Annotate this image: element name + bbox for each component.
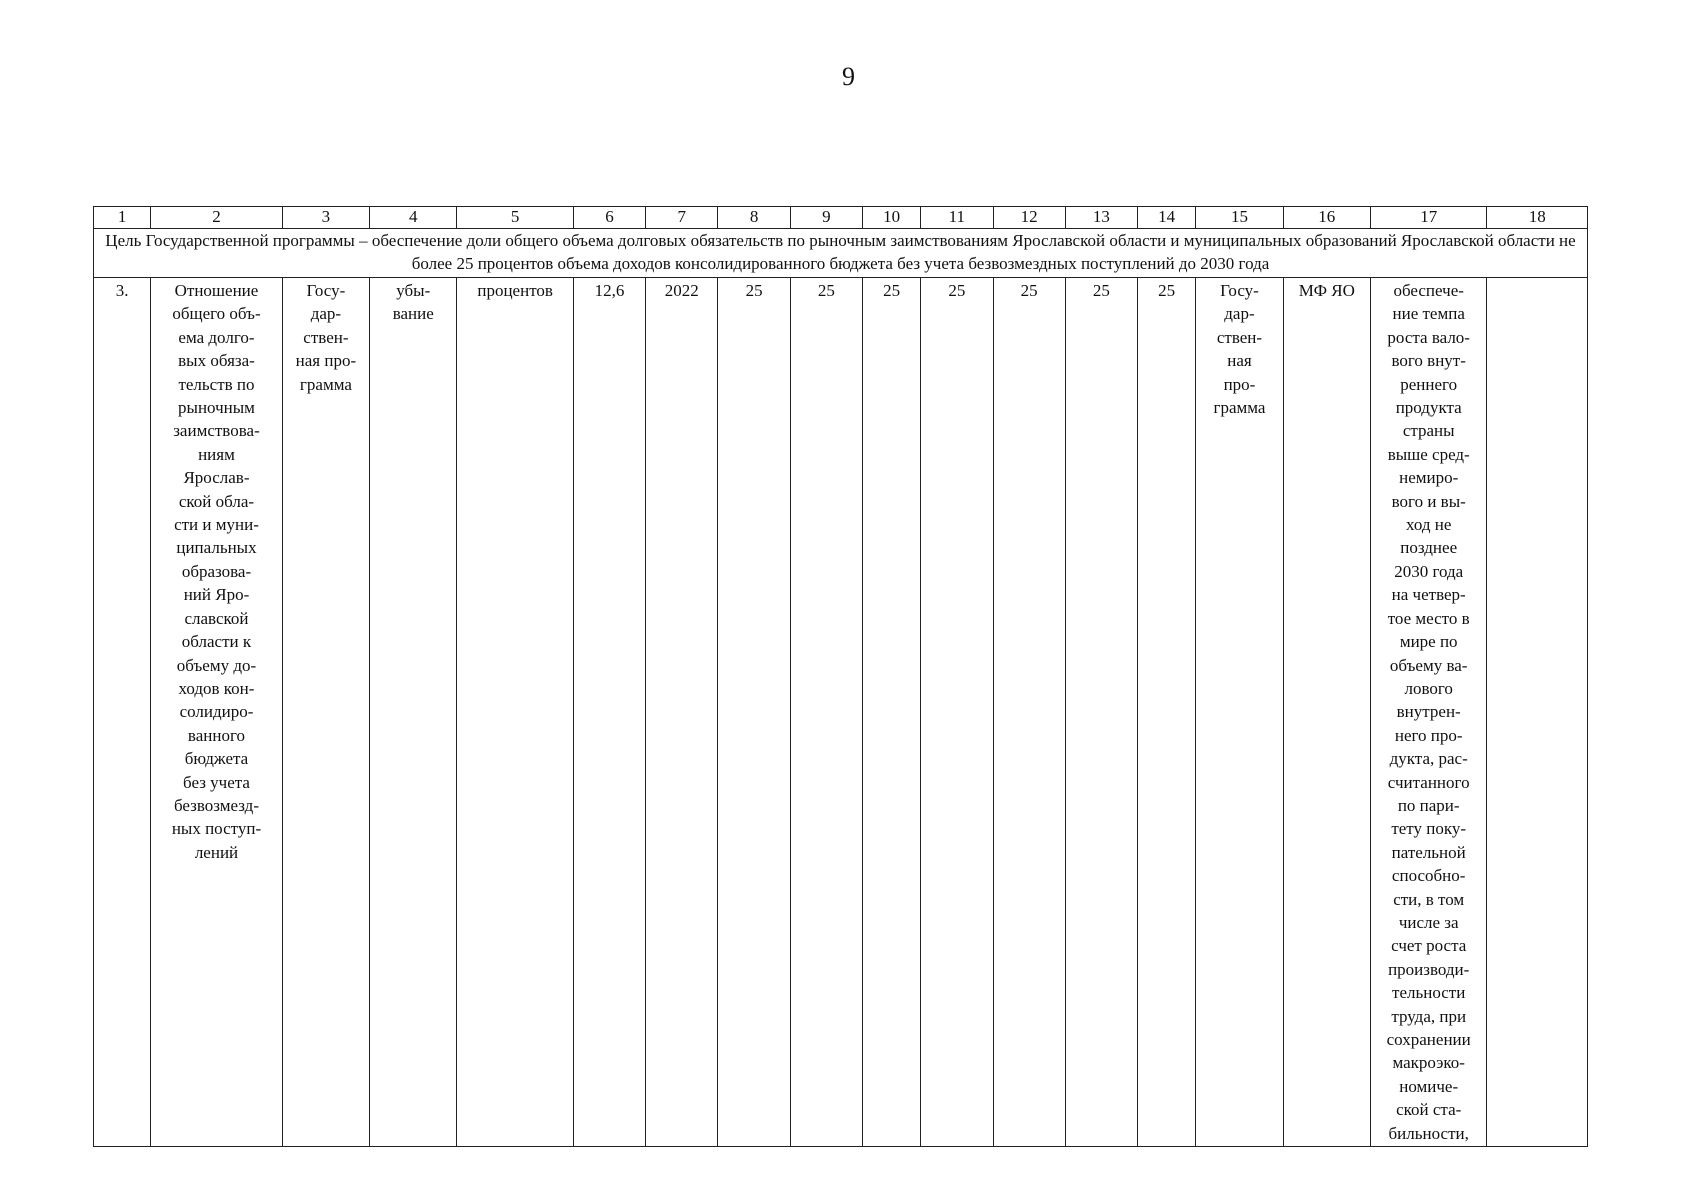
column-number: 7 [646,207,718,229]
target-value: 25 [1138,278,1196,1147]
target-value: 25 [993,278,1065,1147]
column-number: 12 [993,207,1065,229]
column-number: 6 [573,207,645,229]
source-document: Госу- дар- ствен- ная про- грамма [1196,278,1283,1147]
column-number: 18 [1487,207,1588,229]
page-number: 9 [842,62,855,91]
base-value: 12,6 [573,278,645,1147]
responsible-body: МФ ЯО [1283,278,1370,1147]
table-row [94,278,1588,1147]
column-number: 11 [921,207,993,229]
column-number: 9 [790,207,862,229]
indicator-level: Госу- дар- ствен- ная про- грамма [282,278,369,1147]
indicator-trend: убы- вание [370,278,457,1147]
row-number: 3. [94,278,151,1147]
column-number: 3 [282,207,369,229]
column-number-row [94,207,1588,229]
target-value: 25 [863,278,921,1147]
indicators-table [93,206,1588,1147]
column-number: 15 [1196,207,1283,229]
target-value: 25 [921,278,993,1147]
column-number: 4 [370,207,457,229]
column-number: 16 [1283,207,1370,229]
goal-row [94,229,1588,278]
column-number: 14 [1138,207,1196,229]
column-number: 10 [863,207,921,229]
unit-of-measure: процентов [457,278,573,1147]
indicator-name: Отношение общего объ- ема долго- вых обяза- тельств по рыночным заимствова- ниям Ярослав- ской обла- сти и муни- ципальных образова- ний Яро- славской области к объему до- ходов кон- солидиро- ванного бюджета без учета безвозмезд- ных поступ- лений [151,278,283,1147]
program-goal: Цель Государственной программы – обеспечение доли общего объема долговых обязательств по рыночным заимствованиям Ярославской области и муниципальных образований Ярославской области не более 25 процентов объема доходов консолидированного бюджета без учета безвозмездных поступлений до 2030 года [94,229,1588,278]
column-number: 13 [1065,207,1137,229]
column-number: 2 [151,207,283,229]
info-system-cell [1487,278,1588,1147]
target-value: 25 [790,278,862,1147]
national-goal-link: обеспече- ние темпа роста вало- вого внут- реннего продукта страны выше сред- немиро- вого и вы- ход не позднее 2030 года на четвер- тое место в мире по объему ва- лового внутрен- него про- дукта, рас- считанного по пари- тету поку- пательной способно- сти, в том числе за счет роста производи- тельности труда, при сохранении макроэко- номиче- ской ста- бильности, [1370,278,1486,1147]
base-year: 2022 [646,278,718,1147]
column-number: 5 [457,207,573,229]
target-value: 25 [718,278,790,1147]
target-value: 25 [1065,278,1137,1147]
column-number: 8 [718,207,790,229]
column-number: 17 [1370,207,1486,229]
column-number: 1 [94,207,151,229]
